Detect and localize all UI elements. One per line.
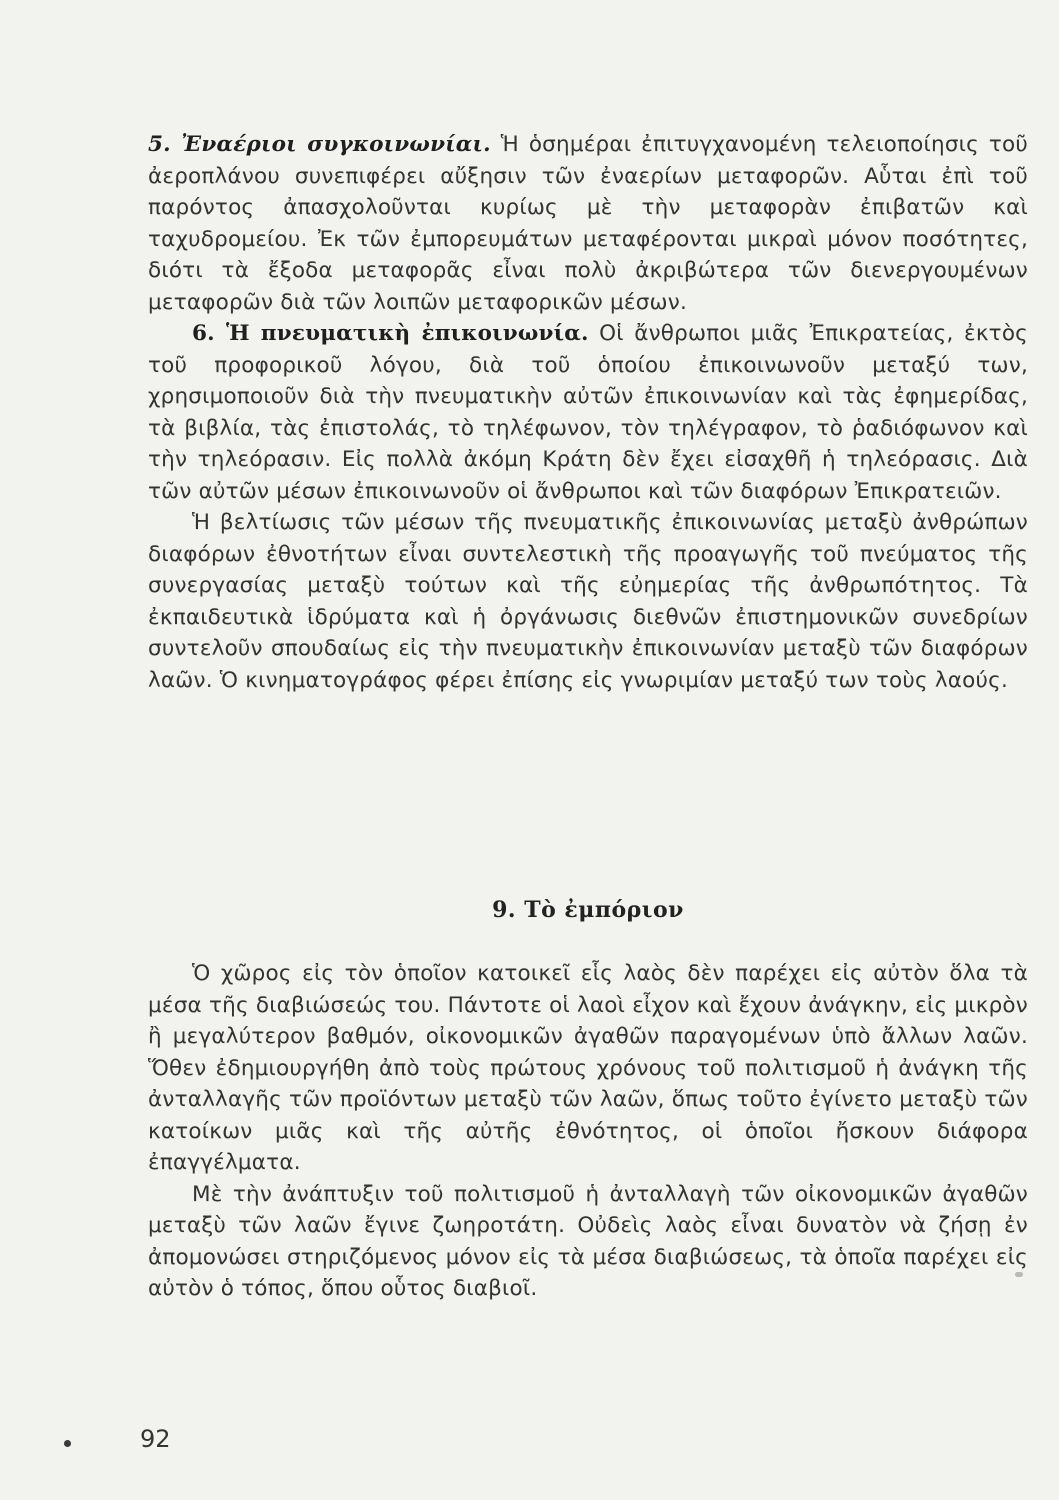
text-block-top (148, 129, 1028, 696)
run-in-heading-air: 5. Ἐναέριοι συγκοινωνίαι. (148, 132, 491, 157)
paragraph-commerce-development: Μὲ τὴν ἀνάπτυξιν τοῦ πολιτισμοῦ ἡ ἀνταλλαγὴ τῶν οἰκονομικῶν ἀγαθῶν μεταξὺ τῶν λαῶν ἔγινε ζωηροτάτη. Οὐδεὶς λαὸς εἶναι δυνατὸν νὰ ζήσῃ ἐν ἀπομονώσει στηριζόμενος μόνον εἰς τὰ μέσα διαβιώσεως, τὰ ὁποῖα παρέχει εἰς αὐτὸν ὁ τόπος, ὅπου οὗτος διαβιοῖ. (148, 1181, 1028, 1301)
section-heading-commerce: 9. Τὸ ἐμπόριον (492, 897, 684, 923)
paragraph-text-spiritual: Οἱ ἄνθρωποι μιᾶς Ἐπικρατείας, ἐκτὸς τοῦ προφορικοῦ λόγου, διὰ τοῦ ὁποίου ἐπικοινωνοῦν μεταξύ των, χρησιμοποιοῦν διὰ τὴν πνευματικὴν αὐτῶν ἐπικοινωνίαν καὶ τὰς ἐφημερίδας, τὰ βιβλία, τὰς ἐπιστολάς, τὸ τηλέφωνον, τὸν τηλέγραφον, τὸ ῥαδιόφωνον καὶ τὴν τηλεόρασιν. Εἰς πολλὰ ἀκόμη Κράτη δὲν ἔχει εἰσαχθῆ ἡ τηλεόρασις. Διὰ τῶν αὐτῶν μέσων ἐπικοινωνοῦν οἱ ἄνθρωποι καὶ τῶν διαφόρων Ἐπικρατειῶν. (148, 321, 1029, 504)
paragraph-improvement: Ἡ βελτίωσις τῶν μέσων τῆς πνευματικῆς ἐπικοινωνίας μεταξὺ ἀνθρώπων διαφόρων ἐθνοτήτων εἶναι συντελεστικὴ τῆς προαγωγῆς τοῦ πνεύματος τῆς συνεργασίας μεταξὺ τούτων καὶ τῆς εὐημερίας τῆς ἀνθρωπότητος. Τὰ ἐκπαιδευτικὰ ἱδρύματα καὶ ἡ ὀργάνωσις διεθνῶν ἐπιστημονικῶν συνεδρίων συντελοῦν σπουδαίως εἰς τὴν πνευματικὴν ἐπικοινωνίαν μεταξὺ τῶν διαφόρων λαῶν. Ὁ κινηματογράφος φέρει ἐπίσης εἰς γνωριμίαν μεταξύ των τοὺς λαούς. (148, 510, 1028, 693)
paragraph-commerce-need: Ὁ χῶρος εἰς τὸν ὁποῖον κατοικεῖ εἷς λαὸς δὲν παρέχει εἰς αὐτὸν ὅλα τὰ μέσα τῆς διαβιώσεώς του. Πάντοτε οἱ λαοὶ εἶχον καὶ ἔχουν ἀνάγκην, εἰς μικρὸν ἢ μεγαλύτερον βαθμόν, οἰκονομικῶν ἀγαθῶν παραγομένων ὑπὸ ἄλλων λαῶν. Ὅθεν ἐδημιουργήθη ἀπὸ τοὺς πρώτους χρόνους τοῦ πολιτισμοῦ ἡ ἀνάγκη τῆς ἀνταλλαγῆς τῶν προϊόντων μεταξὺ τῶν λαῶν, ὅπως τοῦτο ἐγίνετο μεταξὺ τῶν κατοίκων μιᾶς καὶ τῆς αὐτῆς ἐθνότητος, οἱ ὁποῖοι ἤσκουν διάφορα ἐπαγγέλματα. (148, 961, 1028, 1175)
page-number: 92 (140, 1425, 171, 1453)
paragraph-text-air: Ἡ ὁσημέραι ἐπιτυγχανομένη τελειοποίησις τοῦ ἀεροπλάνου συνεπιφέρει αὔξησιν τῶν ἐναερίων μεταφορῶν. Αὗται ἐπὶ τοῦ παρόντος ἀπασχολοῦνται κυρίως μὲ τὴν μεταφορὰν ἐπιβατῶν καὶ ταχυδρομείου. Ἐκ τῶν ἐμπορευμάτων μεταφέρονται μικραὶ μόνον ποσότητες, διότι τὰ ἔξοδα μεταφορᾶς εἶναι πολὺ ἀκριβώτερα τῶν διενεργουμένων μεταφορῶν διὰ τῶν λοιπῶν μεταφορικῶν μέσων. (148, 132, 1028, 315)
paper-speck-mark (1015, 1272, 1023, 1277)
run-in-heading-spiritual: 6. Ἡ πνευματικὴ ἐπικοινωνία. (192, 321, 589, 346)
paragraph-spiritual-communication (148, 318, 1028, 507)
text-block-bottom (148, 958, 1028, 1305)
paragraph-air-communications (148, 129, 1028, 318)
margin-dot-mark (64, 1440, 71, 1447)
